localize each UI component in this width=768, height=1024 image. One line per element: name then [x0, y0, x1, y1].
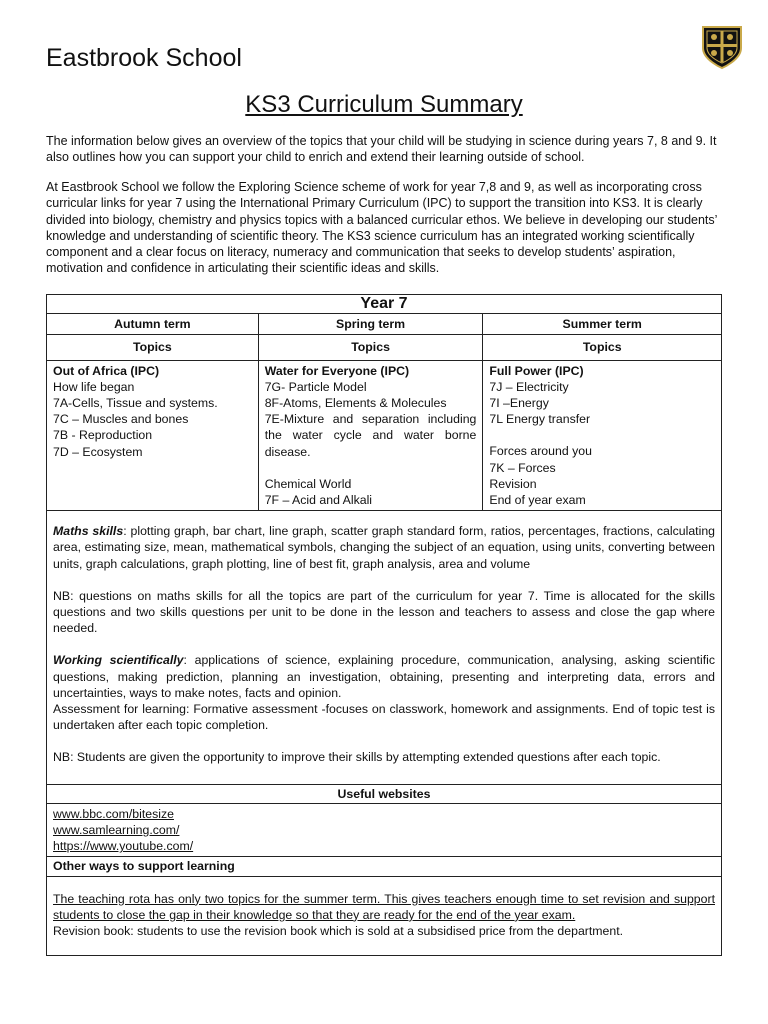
- maths-skills-text: : plotting graph, bar chart, line graph, scatter graph standard form, ratios, percentages, fractions, calculating area, estimating size, mean, mathematical symbols, changing the subject of an equation, using units, converting between units, graph calculations, graph plotting, line of best fit, graph analysis, area and volume: [53, 524, 715, 571]
- assessment-paragraph: Assessment for learning: Formative assessment -focuses on classwork, homework and assignments. End of topic test is undertaken after each topic completion.: [53, 702, 715, 733]
- nb-students: NB: Students are given the opportunity to improve their skills by attempting extended questions after each topic.: [53, 750, 661, 765]
- topics-label-autumn: Topics: [47, 335, 259, 360]
- teaching-rota-text: The teaching rota has only two topics for the summer term. This gives teachers enough time to set revision and support students to close the gap in their knowledge so that they are ready for the end of the year exam.: [53, 891, 715, 922]
- website-link-samlearning[interactable]: www.samlearning.com/: [53, 823, 180, 838]
- autumn-item: 7A-Cells, Tissue and systems.: [53, 396, 218, 411]
- summer-item: 7K – Forces: [489, 460, 556, 475]
- spring-heading: Water for Everyone (IPC): [264, 363, 410, 378]
- maths-skills-label: Maths skills: [53, 524, 124, 539]
- autumn-item: 7D – Ecosystem: [53, 444, 143, 459]
- topics-label-summer: Topics: [483, 335, 722, 360]
- school-crest-icon: [699, 24, 745, 70]
- summer-item: 7I –Energy: [489, 396, 549, 411]
- website-link-bbc[interactable]: www.bbc.com/bitesize: [53, 806, 174, 821]
- other-ways-label: Other ways to support learning: [47, 857, 722, 876]
- year-heading: Year 7: [47, 295, 722, 314]
- term-autumn: Autumn term: [47, 314, 259, 335]
- spring-item: 8F-Atoms, Elements & Molecules: [264, 396, 447, 411]
- websites-list: [47, 803, 722, 857]
- intro-paragraph-2: At Eastbrook School we follow the Exploring Science scheme of work for year 7,8 and 9, as well as incorporating cross curricular links for year 7 using the International Primary Curriculum (IPC) to support the transition into KS3. It is clearly divided into biology, chemistry and physics topics with a balanced curricular ethos. We believe in developing our students’ knowledge and understanding of scientific theory. The KS3 science curriculum has an integrated working scientifically component and a clear focus on literacy, numeracy and communication that seeks to develop students’ aspiration, motivation and confidence in articulating their scientific ideas and skills.: [46, 180, 717, 276]
- autumn-item: How life began: [53, 379, 135, 394]
- other-ways-section: [47, 876, 722, 956]
- summer-item: 7L Energy transfer: [489, 412, 591, 427]
- spring-item: 7F – Acid and Alkali: [264, 493, 373, 508]
- useful-websites-label: Useful websites: [47, 784, 722, 803]
- skills-section: [47, 511, 722, 784]
- working-scientifically-text: : applications of science, explaining procedure, communication, analysing, asking scientific questions, making prediction, planning an investigation, obtaining, presenting and interpreting data, errors and uncertainties, ways to make notes, facts and opinion.: [53, 653, 715, 700]
- autumn-heading: Out of Africa (IPC): [53, 363, 160, 378]
- spring-topics: [258, 360, 483, 511]
- page-title: KS3 Curriculum Summary: [245, 91, 523, 118]
- summer-item: 7J – Electricity: [489, 379, 569, 394]
- summer-topics: [483, 360, 722, 511]
- summer-item: Revision: [489, 476, 537, 491]
- working-scientifically-label: Working scientifically: [53, 653, 184, 668]
- summer-heading: Full Power (IPC): [489, 363, 584, 378]
- autumn-item: 7C – Muscles and bones: [53, 412, 189, 427]
- maths-skills-paragraph: [53, 523, 715, 572]
- working-scientifically-paragraph: [53, 652, 715, 701]
- spring-item: 7G- Particle Model: [264, 379, 367, 394]
- autumn-item: 7B - Reproduction: [53, 428, 153, 443]
- revision-book-text: Revision book: students to use the revision book which is sold at a subsidised price from the department.: [53, 924, 624, 939]
- spring-heading-2: Chemical World: [264, 476, 352, 491]
- website-link-youtube[interactable]: https://www.youtube.com/: [53, 839, 194, 854]
- intro-paragraph-1: The information below gives an overview of the topics that your child will be studying in science during years 7, 8 and 9. It also outlines how you can support your child to enrich and extend their learning outside of school.: [46, 134, 717, 165]
- term-spring: Spring term: [258, 314, 483, 335]
- summer-item: Forces around you: [489, 444, 592, 459]
- term-summer: Summer term: [483, 314, 722, 335]
- curriculum-table: [46, 294, 722, 956]
- spring-item: 7E-Mixture and separation including the water cycle and water borne disease.: [264, 412, 477, 459]
- summer-item: End of year exam: [489, 493, 586, 508]
- school-name: Eastbrook School: [46, 44, 242, 72]
- topics-label-spring: Topics: [258, 335, 483, 360]
- nb-maths: NB: questions on maths skills for all the topics are part of the curriculum for year 7. Time is allocated for the skills questions and two skills questions per unit to be done in the lesson and teachers to assess and close the gap where needed.: [53, 588, 715, 636]
- autumn-topics: [47, 360, 259, 511]
